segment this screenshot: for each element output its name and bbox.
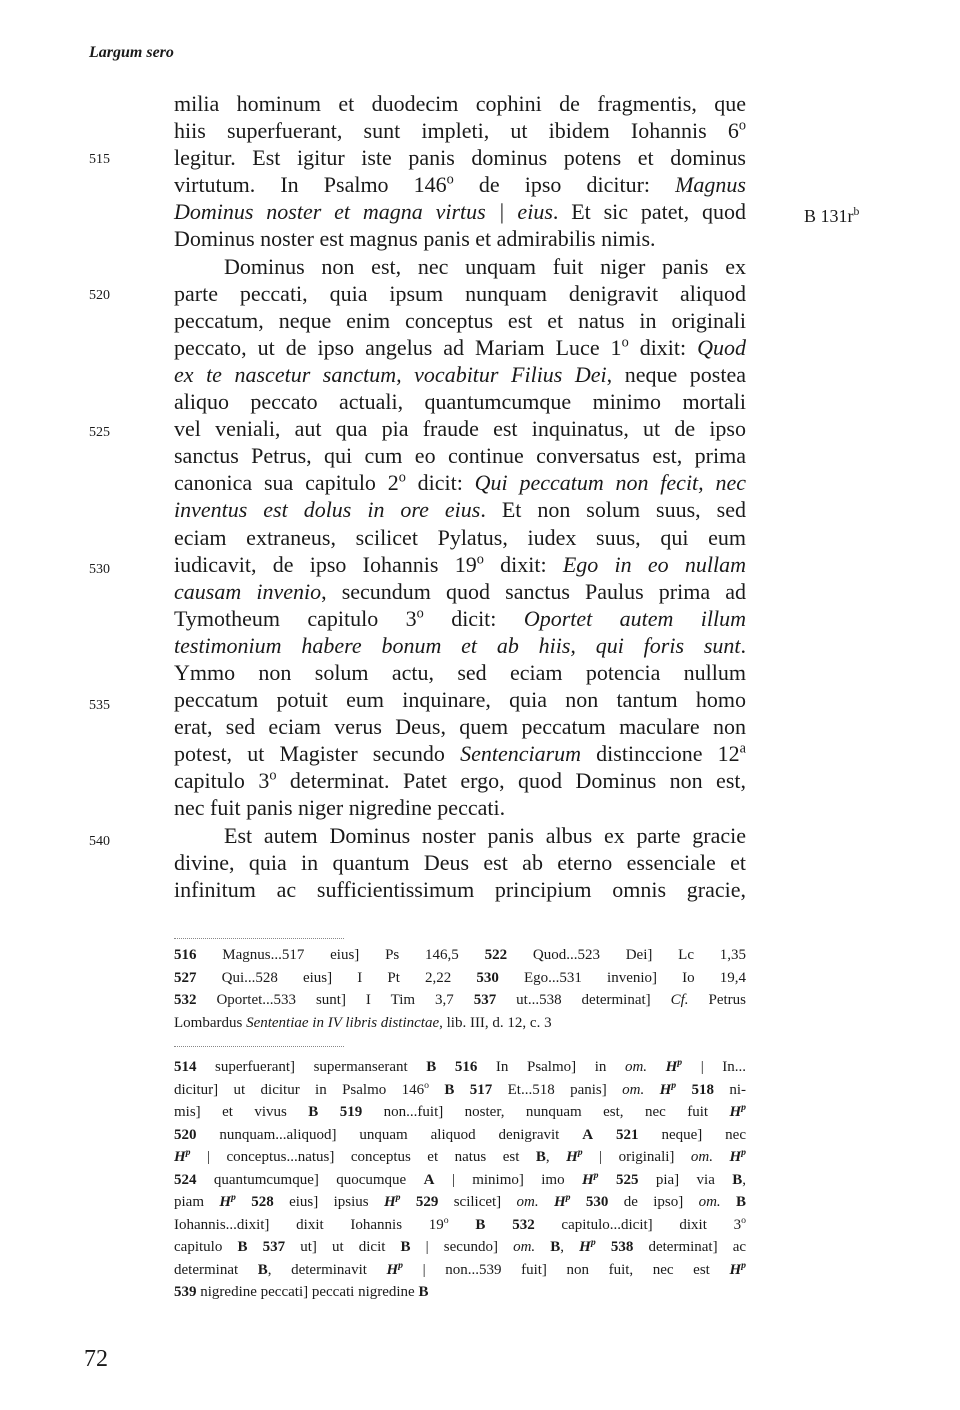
line-number: 540 (89, 834, 110, 849)
text-line: hiis superfuerant, sunt impleti, ut ibidem Iohannis 6$^o$ (174, 117, 746, 144)
apparatus-line: 527 Qui...528 eius] I Pt 2,22 530 Ego...531 invenio] Io 19,4 (174, 969, 746, 986)
apparatus-rule (174, 1046, 344, 1047)
text-line: Dominus noster et magna virtus | eius. Et sic patet, quod (174, 199, 746, 225)
text-line: peccatum, neque enim conceptus est et natus in originali (174, 307, 746, 333)
apparatus-line: Lombardus Sententiae in IV libris distinctae, lib. III, d. 12, c. 3 (174, 1014, 552, 1031)
text-line: iudicavit, de ipso Iohannis 19$^o$ dixit: Ego in eo nullam (174, 551, 746, 577)
apparatus-line: $H^p$ | conceptus...natus] conceptus et natus est B, $H^p$ | originali] om. $H^p$ (174, 1147, 747, 1165)
apparatus-line: piam $H^p$ 528 eius] ipsius $H^p$ 529 scilicet] om. $H^p$ 530 de ipso] om. B (174, 1192, 747, 1210)
apparatus-line: determinat B, determinavit $H^p$ | non...539 fuit] non fuit, nec est $H^p$ (174, 1259, 746, 1278)
line-number: 525 (89, 425, 110, 440)
text-line: parte peccati, quia ipsum nunquam denigravit aliquod (174, 280, 746, 306)
apparatus-line: 532 Oportet...533 sunt] I Tim 3,7 537 ut...538 determinat] Cf. Petrus (174, 992, 747, 1008)
text-line: canonica sua capitulo 2$^o$ dicit: Qui peccatum non fecit, nec (174, 469, 746, 496)
folio-marker-text: B 131r (804, 206, 854, 226)
text-line: virtutum. In Psalmo 146$^o$ de ipso dicitur: Magnus (174, 171, 746, 198)
text-line: potest, ut Magister secundo Sentenciarum distinccione 12$^a$ (174, 740, 746, 767)
text-line: peccatum potuit eum inquinare, quia non tantum homo (174, 687, 746, 713)
line-number: 530 (89, 562, 110, 577)
page-number: 72 (84, 1346, 108, 1372)
main-text (174, 90, 746, 903)
apparatus-line: mis] et vivus B 519 non...fuit] noster, nunquam est, nec fuit $H^p$ (174, 1102, 747, 1120)
apparatus-line: 524 quantumcumque] quocumque A | minimo] imo $H^p$ 525 pia] via B, (174, 1169, 746, 1188)
line-number: 535 (89, 698, 110, 713)
text-line: ex te nascetur sanctum, vocabitur Filius Dei, neque postea (174, 361, 746, 387)
text-line: legitur. Est igitur iste panis dominus potens et dominus (174, 145, 746, 171)
text-line: aliquo peccato actuali, quantumcumque minimo mortali (174, 389, 746, 415)
apparatus-line: dicitur] ut dicitur in Psalmo 146$^o$ B 517 Et...518 panis] om. $H^p$ 518 ni- (174, 1079, 747, 1098)
text-line: causam invenio, secundum quod sanctus Paulus prima ad (174, 578, 746, 604)
text-line: infinitum ac sufficientissimum principium omnis gracie, (174, 876, 746, 902)
text-line: peccato, ut de ipso angelus ad Mariam Luce 1$^o$ dixit: Quod (174, 334, 746, 360)
text-line: sanctus Petrus, qui cum eo continue conversatus est, prima (174, 443, 746, 469)
running-head: Largum sero (89, 44, 174, 61)
critical-apparatus (174, 1056, 746, 1304)
apparatus-line: 516 Magnus...517 eius] Ps 146,5 522 Quod...523 Dei] Lc 1,35 (174, 947, 747, 963)
text-line: eciam extraneus, scilicet Pylatus, iudex suus, qui eum (174, 524, 746, 550)
folio-marker (804, 206, 859, 227)
apparatus-line: capitulo B 537 ut] ut dicit B | secundo] om. B, $H^p$ 538 determinat] ac (174, 1237, 747, 1255)
text-line: vel veniali, aut qua pia fraude est inquinatus, ut de ipso (174, 416, 746, 442)
line-number: 515 (89, 152, 110, 167)
text-line: erat, sed eciam verus Deus, quem peccatum maculare non (174, 714, 746, 740)
text-line: milia hominum et duodecim cophini de fragmentis, que (174, 91, 746, 116)
text-line: capitulo 3$^o$ determinat. Patet ergo, quod Dominus non est, (174, 768, 746, 794)
text-line: Est autem Dominus noster panis albus ex parte gracie (224, 822, 746, 848)
text-line: testimonium habere bonum et ab hiis, qui foris sunt. (174, 632, 746, 658)
text-line: Ymmo non solum actu, sed eciam potencia nullum (174, 659, 746, 685)
apparatus-line: Iohannis...dixit] dixit Iohannis 19$^o$ B 532 capitulo...dicit] dixit 3$^o$ (174, 1214, 747, 1233)
apparatus-line: 539 nigredine peccati] peccati nigredine B (174, 1284, 429, 1300)
apparatus-line: 520 nunquam...aliquod] unquam aliquod denigravit A 521 neque] nec (174, 1126, 746, 1143)
sources-apparatus (174, 944, 746, 1034)
text-line: divine, quia in quantum Deus est ab eterno essenciale et (174, 849, 746, 875)
folio-marker-sup: b (853, 205, 860, 218)
footnote-rule (174, 938, 344, 939)
line-number: 520 (89, 288, 110, 303)
apparatus-line: 514 superfuerant] supermanserant B 516 In Psalmo] in om. $H^p$ | In... (174, 1057, 747, 1075)
text-line: Dominus noster est magnus panis et admirabilis nimis. (174, 226, 656, 252)
text-line: Tymotheum capitulo 3$^o$ dicit: Oportet autem illum (174, 605, 747, 631)
text-line: inventus est dolus in ore eius. Et non solum suus, sed (174, 497, 746, 523)
text-line: nec fuit panis niger nigredine peccati. (174, 795, 506, 821)
text-line: Dominus non est, nec unquam fuit niger panis ex (224, 253, 746, 279)
